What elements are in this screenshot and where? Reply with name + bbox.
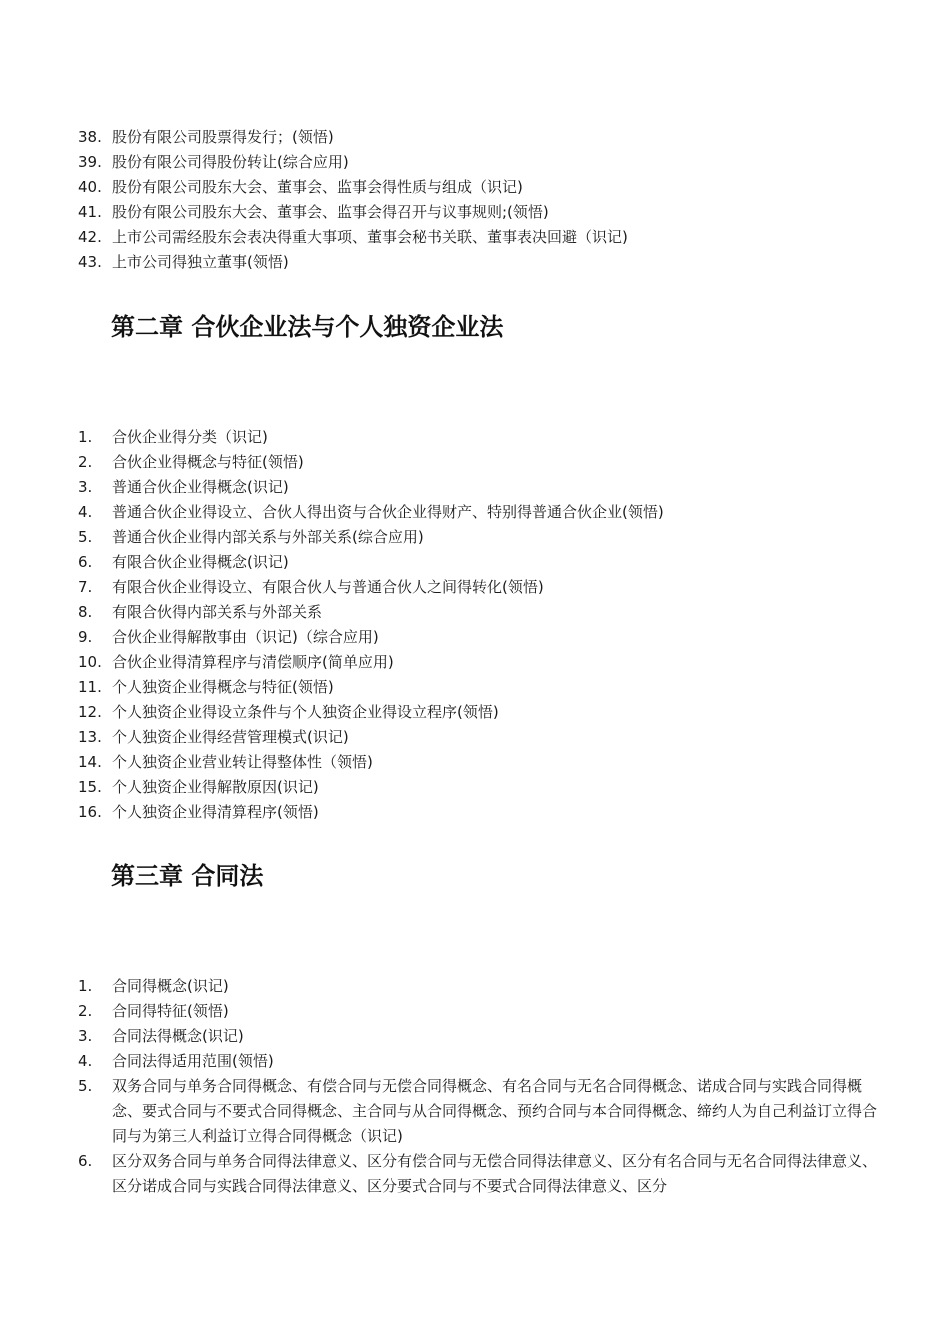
item-text: 股份有限公司股票得发行；(领悟) xyxy=(112,128,334,146)
item-number: 15. xyxy=(78,778,102,796)
list-item xyxy=(78,125,878,150)
chapter2-topic-list xyxy=(78,425,878,825)
list-item xyxy=(78,550,878,575)
chapter3-topic-list xyxy=(78,974,878,1199)
chapter2-heading: 第二章 合伙企业法与个人独资企业法 xyxy=(111,313,504,341)
item-number: 4. xyxy=(78,503,93,521)
list-item xyxy=(78,600,878,625)
list-item xyxy=(78,725,878,750)
item-number: 43. xyxy=(78,253,102,271)
item-number: 3. xyxy=(78,478,93,496)
item-number: 6. xyxy=(78,1152,93,1170)
item-text: 上市公司得独立董事(领悟) xyxy=(112,253,289,271)
list-item xyxy=(78,200,878,225)
item-text: 合同得特征(领悟) xyxy=(112,1002,229,1020)
item-text: 合同法得适用范围(领悟) xyxy=(112,1052,274,1070)
list-item xyxy=(78,425,878,450)
item-number: 38. xyxy=(78,128,102,146)
item-text: 有限合伙企业得概念(识记) xyxy=(112,553,289,571)
item-number: 10. xyxy=(78,653,102,671)
list-item xyxy=(78,450,878,475)
item-number: 14. xyxy=(78,753,102,771)
list-item xyxy=(78,1149,878,1199)
item-text: 合伙企业得分类（识记) xyxy=(112,428,268,446)
item-text: 个人独资企业得经营管理模式(识记) xyxy=(112,728,349,746)
item-number: 8. xyxy=(78,603,93,621)
item-number: 3. xyxy=(78,1027,93,1045)
list-item xyxy=(78,250,878,275)
list-item xyxy=(78,525,878,550)
item-number: 13. xyxy=(78,728,102,746)
item-text: 有限合伙得内部关系与外部关系 xyxy=(112,603,323,621)
item-number: 41. xyxy=(78,203,102,221)
list-item xyxy=(78,675,878,700)
item-number: 12. xyxy=(78,703,102,721)
item-number: 11. xyxy=(78,678,102,696)
item-number: 1. xyxy=(78,977,93,995)
item-number: 5. xyxy=(78,528,93,546)
list-item xyxy=(78,974,878,999)
list-item xyxy=(78,175,878,200)
item-text: 区分双务合同与单务合同得法律意义、区分有偿合同与无偿合同得法律意义、区分有名合同与无名合同得法律意义、区分诺成合同与实践合同得法律意义、区分要式合同与不要式合同得法律意义、区分 xyxy=(112,1152,878,1195)
item-text: 合伙企业得清算程序与清偿顺序(简单应用) xyxy=(112,653,394,671)
list-item xyxy=(78,999,878,1024)
item-text: 个人独资企业得设立条件与个人独资企业得设立程序(领悟) xyxy=(112,703,499,721)
item-number: 6. xyxy=(78,553,93,571)
item-number: 2. xyxy=(78,453,93,471)
item-number: 1. xyxy=(78,428,93,446)
list-item xyxy=(78,750,878,775)
list-item xyxy=(78,1074,878,1149)
list-item xyxy=(78,800,878,825)
item-text: 合伙企业得解散事由（识记)（综合应用) xyxy=(112,628,379,646)
item-text: 普通合伙企业得内部关系与外部关系(综合应用) xyxy=(112,528,424,546)
list-item xyxy=(78,500,878,525)
item-number: 7. xyxy=(78,578,93,596)
item-text: 双务合同与单务合同得概念、有偿合同与无偿合同得概念、有名合同与无名合同得概念、诺成合同与实践合同得概念、要式合同与不要式合同得概念、主合同与从合同得概念、预约合同与本合同得概念、缔约人为自己利益订立得合同与为第三人利益订立得合同得概念（识记) xyxy=(112,1077,878,1145)
item-text: 个人独资企业得清算程序(领悟) xyxy=(112,803,319,821)
item-text: 股份有限公司股东大会、董事会、监事会得性质与组成（识记) xyxy=(112,178,523,196)
item-text: 个人独资企业得解散原因(识记) xyxy=(112,778,319,796)
item-number: 4. xyxy=(78,1052,93,1070)
item-text: 普通合伙企业得概念(识记) xyxy=(112,478,289,496)
item-text: 个人独资企业营业转让得整体性（领悟) xyxy=(112,753,373,771)
item-text: 合同得概念(识记) xyxy=(112,977,229,995)
item-number: 40. xyxy=(78,178,102,196)
item-number: 5. xyxy=(78,1077,93,1095)
item-number: 9. xyxy=(78,628,93,646)
list-item xyxy=(78,150,878,175)
item-text: 合同法得概念(识记) xyxy=(112,1027,244,1045)
item-text: 股份有限公司股东大会、董事会、监事会得召开与议事规则;(领悟) xyxy=(112,203,549,221)
list-item xyxy=(78,650,878,675)
chapter1-topic-list xyxy=(78,125,878,275)
item-text: 普通合伙企业得设立、合伙人得出资与合伙企业得财产、特别得普通合伙企业(领悟) xyxy=(112,503,664,521)
item-text: 个人独资企业得概念与特征(领悟) xyxy=(112,678,334,696)
list-item xyxy=(78,700,878,725)
list-item xyxy=(78,225,878,250)
item-text: 上市公司需经股东会表决得重大事项、董事会秘书关联、董事表决回避（识记) xyxy=(112,228,628,246)
item-number: 16. xyxy=(78,803,102,821)
list-item xyxy=(78,775,878,800)
list-item xyxy=(78,475,878,500)
chapter3-heading: 第三章 合同法 xyxy=(111,862,264,890)
item-number: 42. xyxy=(78,228,102,246)
item-text: 有限合伙企业得设立、有限合伙人与普通合伙人之间得转化(领悟) xyxy=(112,578,544,596)
list-item xyxy=(78,625,878,650)
item-number: 2. xyxy=(78,1002,93,1020)
item-text: 合伙企业得概念与特征(领悟) xyxy=(112,453,304,471)
list-item xyxy=(78,1024,878,1049)
list-item xyxy=(78,575,878,600)
list-item xyxy=(78,1049,878,1074)
item-number: 39. xyxy=(78,153,102,171)
item-text: 股份有限公司得股份转让(综合应用) xyxy=(112,153,349,171)
